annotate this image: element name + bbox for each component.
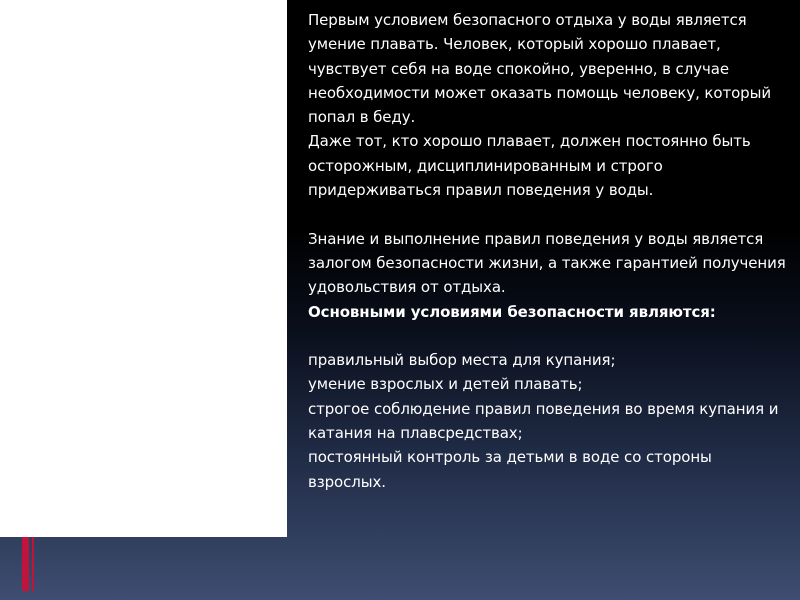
paragraph-rules-knowledge: Знание и выполнение правил поведения у воды является залогом безопасности жизни, а также гарантией получения удовольствия от отдыха. <box>308 229 786 297</box>
condition-item: умение взрослых и детей плавать; <box>308 375 583 394</box>
blank-line <box>308 202 794 226</box>
condition-item: строгое соблюдение правил поведения во время купания и катания на плавсредствах; <box>308 399 779 443</box>
accent-bar <box>22 537 29 591</box>
paragraph-swimming-skill: Первым условием безопасного отдыха у воды является умение плавать. Человек, который хорошо плавает, чувствует себя на воде спокойно, уверенно, в случае необходимости может оказать помощь человеку, который попал в беду. <box>308 11 771 127</box>
white-panel <box>0 0 287 537</box>
blank-line <box>308 324 794 348</box>
slide-text-body <box>308 8 794 494</box>
conditions-heading: Основными условиями безопасности являются: <box>308 302 716 321</box>
condition-item: правильный выбор места для купания; <box>308 351 616 370</box>
condition-item: постоянный контроль за детьми в воде со стороны взрослых. <box>308 448 712 491</box>
paragraph-caution: Даже тот, кто хорошо плавает, должен постоянно быть осторожным, дисциплинированным и строго придерживаться правил поведения у воды. <box>308 132 751 200</box>
